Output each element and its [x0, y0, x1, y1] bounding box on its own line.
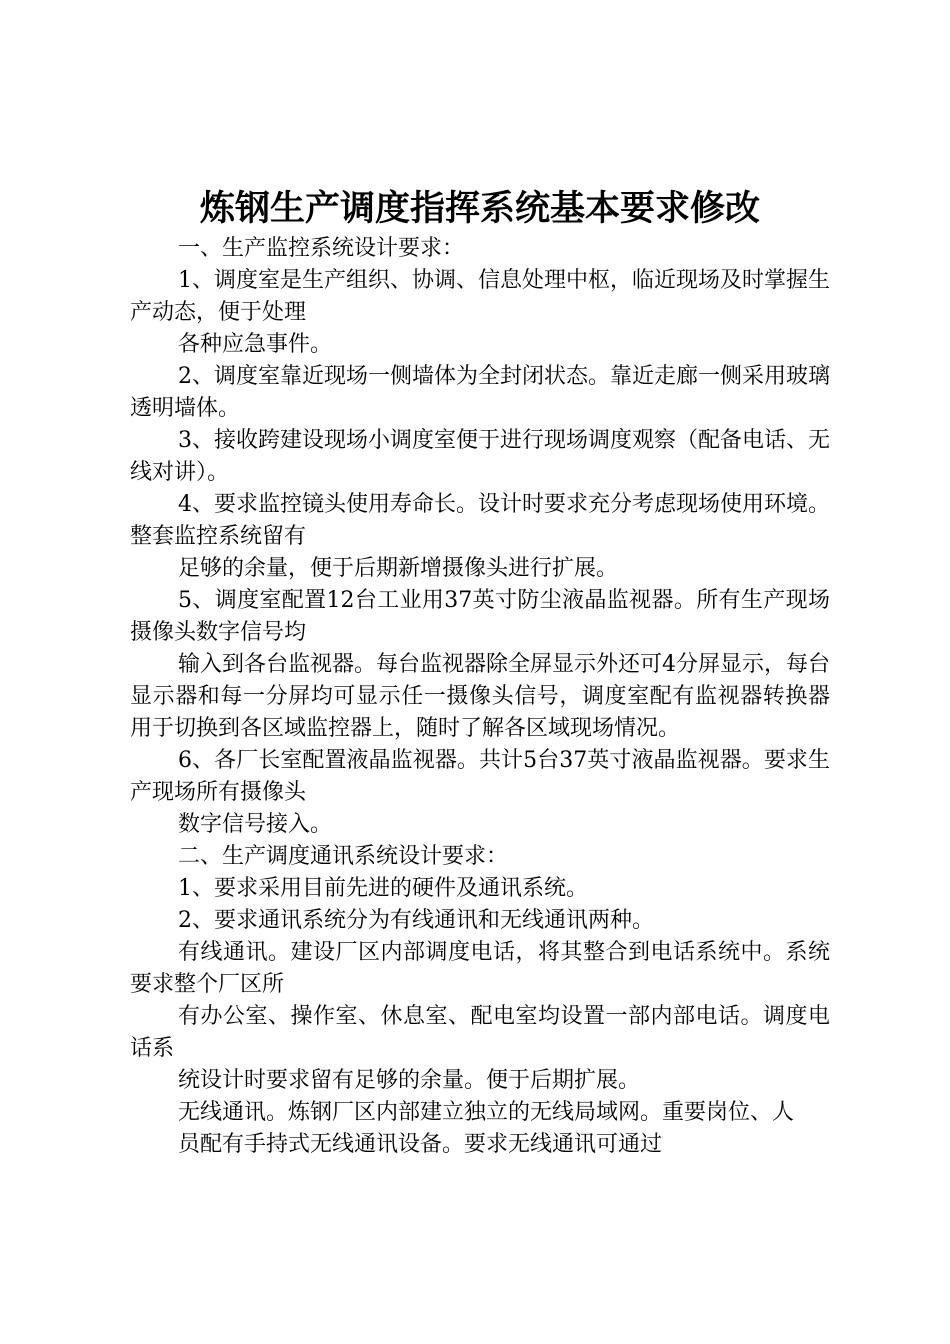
paragraph-13: 2、要求通讯系统分为有线通讯和无线通讯两种。	[178, 908, 654, 933]
document-page	[130, 185, 830, 1161]
paragraph-9: 6、各厂长室配置液晶监视器。共计5台37英寸液晶监视器。要求生产现场所有摄像头	[130, 748, 830, 805]
section-heading-2: 二、生产调度通讯系统设计要求：	[178, 844, 509, 869]
paragraph-8: 输入到各台监视器。每台监视器除全屏显示外还可4分屏显示，每台显示器和每一分屏均可显示任一摄像头信号，调度室配有监视器转换器用于切换到各区域监控器上，随时了解各区域现场情况。	[130, 652, 830, 741]
paragraph-12: 1、要求采用目前先进的硬件及通讯系统。	[178, 876, 588, 901]
section-heading-1: 一、生产监控系统设计要求：	[178, 236, 465, 261]
paragraph-18: 员配有手持式无线通讯设备。要求无线通讯可通过	[178, 1132, 663, 1157]
paragraph-7: 5、调度室配置12台工业用37英寸防尘液晶监视器。所有生产现场摄像头数字信号均	[130, 588, 830, 645]
paragraph-17: 无线通讯。炼钢厂区内部建立独立的无线局域网。重要岗位、人	[178, 1100, 795, 1125]
paragraph-10: 数字信号接入。	[178, 812, 333, 837]
paragraph-15: 有办公室、操作室、休息室、配电室均设置一部内部电话。调度电话系	[130, 1004, 830, 1061]
paragraph-2: 各种应急事件。	[178, 332, 333, 357]
paragraph-4: 3、接收跨建设现场小调度室便于进行现场调度观察（配备电话、无线对讲）。	[130, 428, 830, 485]
paragraph-5: 4、要求监控镜头使用寿命长。设计时要求充分考虑现场使用环境。整套监控系统留有	[130, 492, 830, 549]
paragraph-1: 1、调度室是生产组织、协调、信息处理中枢，临近现场及时掌握生产动态，便于处理	[130, 268, 830, 325]
paragraph-3: 2、调度室靠近现场一侧墙体为全封闭状态。靠近走廊一侧采用玻璃透明墙体。	[130, 364, 830, 421]
paragraph-16: 统设计时要求留有足够的余量。便于后期扩展。	[178, 1068, 641, 1093]
paragraph-14: 有线通讯。建设厂区内部调度电话，将其整合到电话系统中。系统要求整个厂区所	[130, 940, 830, 997]
paragraph-6: 足够的余量，便于后期新增摄像头进行扩展。	[178, 556, 619, 581]
document-title: 炼钢生产调度指挥系统基本要求修改	[199, 188, 760, 229]
